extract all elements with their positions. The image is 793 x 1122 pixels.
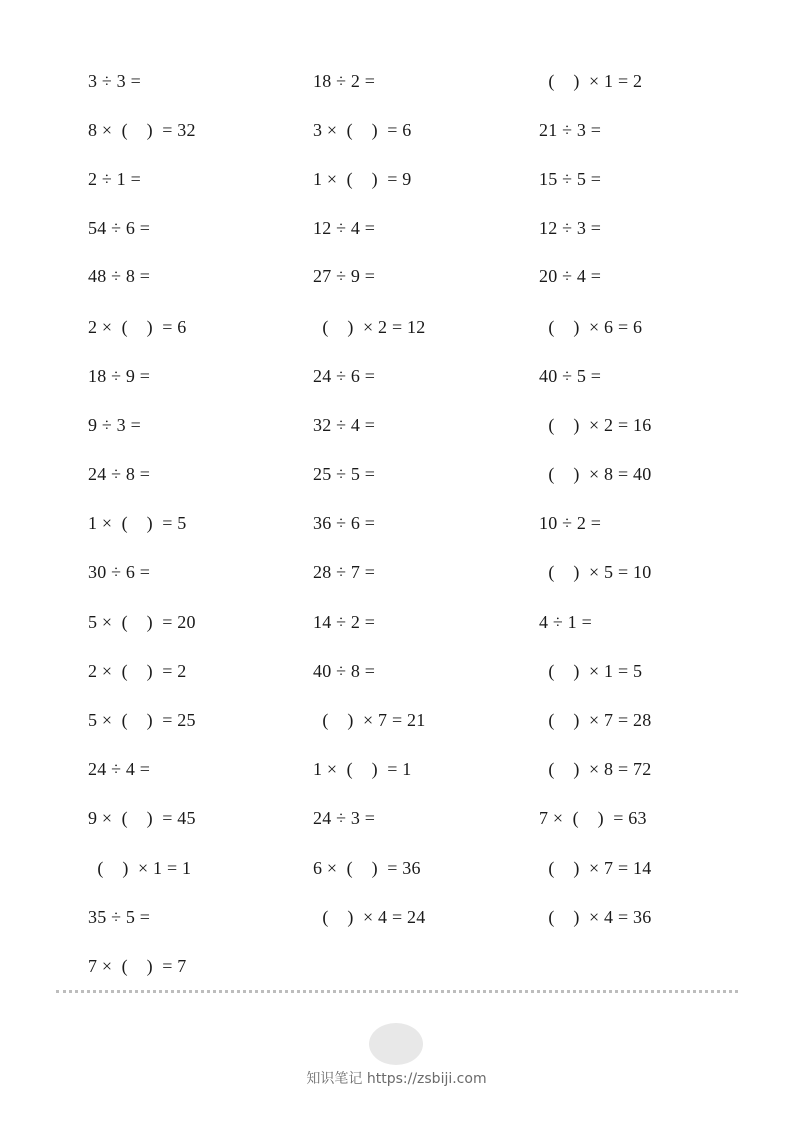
problem-item: 1 × ( ) = 1 (313, 759, 412, 779)
problem-item: 20 ÷ 4 = (539, 266, 602, 286)
problem-item: 24 ÷ 6 = (313, 366, 376, 386)
problem-item: 7 × ( ) = 7 (88, 956, 187, 976)
problem-item: 10 ÷ 2 = (539, 513, 602, 533)
problem-item: 9 ÷ 3 = (88, 415, 141, 435)
problem-item: ( ) × 6 = 6 (539, 317, 643, 337)
problem-item: 3 × ( ) = 6 (313, 120, 412, 140)
problem-item: 2 × ( ) = 2 (88, 661, 187, 681)
problem-item: ( ) × 1 = 2 (539, 71, 643, 91)
problem-item: 54 ÷ 6 = (88, 218, 151, 238)
problem-item: ( ) × 8 = 40 (539, 464, 652, 484)
problem-item: 1 × ( ) = 5 (88, 513, 187, 533)
problem-item: 25 ÷ 5 = (313, 464, 376, 484)
problem-item: 27 ÷ 9 = (313, 266, 376, 286)
problem-item: 6 × ( ) = 36 (313, 858, 421, 878)
problem-item: 12 ÷ 3 = (539, 218, 602, 238)
problem-item: 3 ÷ 3 = (88, 71, 141, 91)
problem-item: 24 ÷ 3 = (313, 808, 376, 828)
problem-item: 9 × ( ) = 45 (88, 808, 196, 828)
problem-item: 48 ÷ 8 = (88, 266, 151, 286)
problem-item: ( ) × 8 = 72 (539, 759, 652, 779)
problem-item: 28 ÷ 7 = (313, 562, 376, 582)
problem-item: 4 ÷ 1 = (539, 612, 592, 632)
page-number-badge (369, 1023, 423, 1065)
problem-item: ( ) × 2 = 12 (313, 317, 426, 337)
dotted-divider (56, 990, 738, 993)
problem-item: 5 × ( ) = 25 (88, 710, 196, 730)
problem-item: ( ) × 1 = 1 (88, 858, 192, 878)
problem-item: ( ) × 4 = 36 (539, 907, 652, 927)
problem-item: 36 ÷ 6 = (313, 513, 376, 533)
problem-item: ( ) × 7 = 21 (313, 710, 426, 730)
problem-item: 14 ÷ 2 = (313, 612, 376, 632)
problem-item: 5 × ( ) = 20 (88, 612, 196, 632)
problem-item: 40 ÷ 8 = (313, 661, 376, 681)
problem-item: 30 ÷ 6 = (88, 562, 151, 582)
problem-item: ( ) × 4 = 24 (313, 907, 426, 927)
problem-item: ( ) × 7 = 28 (539, 710, 652, 730)
problem-item: 7 × ( ) = 63 (539, 808, 647, 828)
problem-item: 1 × ( ) = 9 (313, 169, 412, 189)
problem-item: 24 ÷ 4 = (88, 759, 151, 779)
problem-item: 12 ÷ 4 = (313, 218, 376, 238)
problem-item: ( ) × 2 = 16 (539, 415, 652, 435)
problem-item: ( ) × 7 = 14 (539, 858, 652, 878)
problem-item: 18 ÷ 2 = (313, 71, 376, 91)
problem-item: 2 ÷ 1 = (88, 169, 141, 189)
problem-item: 15 ÷ 5 = (539, 169, 602, 189)
problem-item: 35 ÷ 5 = (88, 907, 151, 927)
footer-watermark: 知识笔记 https://zsbiji.com (306, 1071, 487, 1087)
problem-item: 32 ÷ 4 = (313, 415, 376, 435)
problem-item: 40 ÷ 5 = (539, 366, 602, 386)
problem-item: 2 × ( ) = 6 (88, 317, 187, 337)
problem-item: 21 ÷ 3 = (539, 120, 602, 140)
problem-item: ( ) × 5 = 10 (539, 562, 652, 582)
problem-item: 18 ÷ 9 = (88, 366, 151, 386)
problem-item: 24 ÷ 8 = (88, 464, 151, 484)
problem-item: ( ) × 1 = 5 (539, 661, 643, 681)
problem-item: 8 × ( ) = 32 (88, 120, 196, 140)
